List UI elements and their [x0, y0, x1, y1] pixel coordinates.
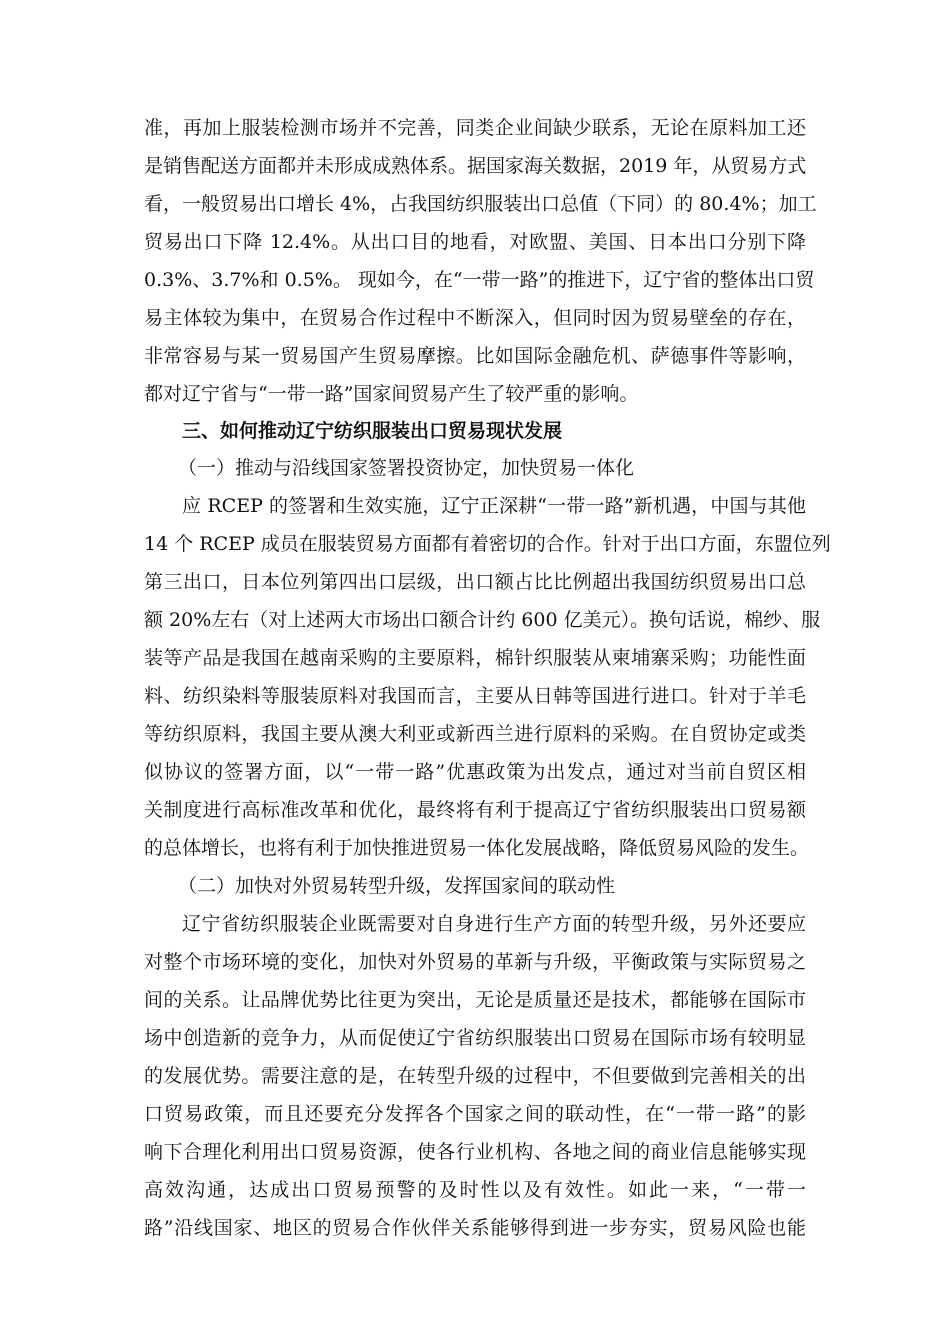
text-line: 路”沿线国家、地区的贸易合作伙伴关系能够得到进一步夯实，贸易风险也能 [144, 1217, 806, 1239]
text-line-paragraph-end: 的总体增长，也将有利于加快推进贸易一体化发展战略，降低贸易风险的发生。 [144, 837, 810, 859]
text-line: 的发展优势。需要注意的是，在转型升级的过程中，不但要做到完善相关的出 [144, 1065, 806, 1087]
text-line: 等纺织原料，我国主要从澳大利亚或新西兰进行原料的采购。在自贸协定或类 [144, 723, 806, 745]
text-line: 间的关系。让品牌优势比往更为突出，无论是质量还是技术，都能够在国际市 [144, 989, 806, 1011]
text-line: 准，再加上服装检测市场并不完善，同类企业间缺少联系，无论在原料加工还 [144, 117, 806, 139]
text-line: 口贸易政策，而且还要充分发挥各个国家之间的联动性，在“一带一路”的影 [144, 1103, 806, 1125]
text-line: 高效沟通，达成出口贸易预警的及时性以及有效性。如此一来，“一带一 [144, 1179, 806, 1201]
text-line: 料、纺织染料等服装原料对我国而言，主要从日韩等国进行进口。针对于羊毛 [144, 685, 806, 707]
subsection-heading: （一）推动与沿线国家签署投资协定，加快贸易一体化 [178, 457, 635, 479]
text-line: 易主体较为集中，在贸易合作过程中不断深入，但同时因为贸易壁垒的存在， [144, 307, 806, 329]
text-line: 关制度进行高标准改革和优化，最终将有利于提高辽宁省纺织服装出口贸易额 [144, 799, 806, 821]
text-line: 是销售配送方面都并未形成成熟体系。据国家海关数据，2019 年，从贸易方式 [144, 155, 807, 177]
subsection-heading: （二）加快对外贸易转型升级，发挥国家间的联动性 [178, 875, 616, 897]
text-line: 看，一般贸易出口增长 4%，占我国纺织服装出口总值（下同）的 80.4%；加工 [144, 193, 817, 215]
text-line: 非常容易与某一贸易国产生贸易摩擦。比如国际金融危机、萨德事件等影响， [144, 345, 806, 367]
text-line: 响下合理化利用出口贸易资源，使各行业机构、各地之间的商业信息能够实现 [144, 1141, 806, 1163]
text-line: 额 20%左右（对上述两大市场出口额合计约 600 亿美元）。换句话说，棉纱、服 [144, 609, 821, 631]
text-line: 场中创造新的竞争力，从而促使辽宁省纺织服装出口贸易在国际市场有较明显 [144, 1027, 806, 1049]
text-line-paragraph-start: 应 RCEP 的签署和生效实施，辽宁正深耕“一带一路”新机遇，中国与其他 [182, 495, 806, 517]
text-line: 贸易出口下降 12.4%。从出口目的地看，对欧盟、美国、日本出口分别下降 [144, 231, 806, 253]
text-line: 似协议的签署方面，以“一带一路”优惠政策为出发点，通过对当前自贸区相 [144, 761, 806, 783]
text-line: 对整个市场环境的变化，加快对外贸易的革新与升级，平衡政策与实际贸易之 [144, 951, 806, 973]
text-line-paragraph-end: 都对辽宁省与“一带一路”国家间贸易产生了较严重的影响。 [144, 383, 639, 405]
text-line: 14 个 RCEP 成员在服装贸易方面都有着密切的合作。针对于出口方面，东盟位列 [144, 533, 831, 555]
text-line: 0.3%、3.7%和 0.5%。 现如今，在“一带一路”的推进下，辽宁省的整体出口贸 [144, 269, 815, 291]
section-heading: 三、如何推动辽宁纺织服装出口贸易现状发展 [182, 420, 563, 442]
text-line: 装等产品是我国在越南采购的主要原料，棉针织服装从柬埔寨采购；功能性面 [144, 647, 806, 669]
text-line-paragraph-start: 辽宁省纺织服装企业既需要对自身进行生产方面的转型升级，另外还要应 [182, 913, 806, 935]
text-line: 第三出口，日本位列第四出口层级，出口额占比比例超出我国纺织贸易出口总 [144, 571, 806, 593]
